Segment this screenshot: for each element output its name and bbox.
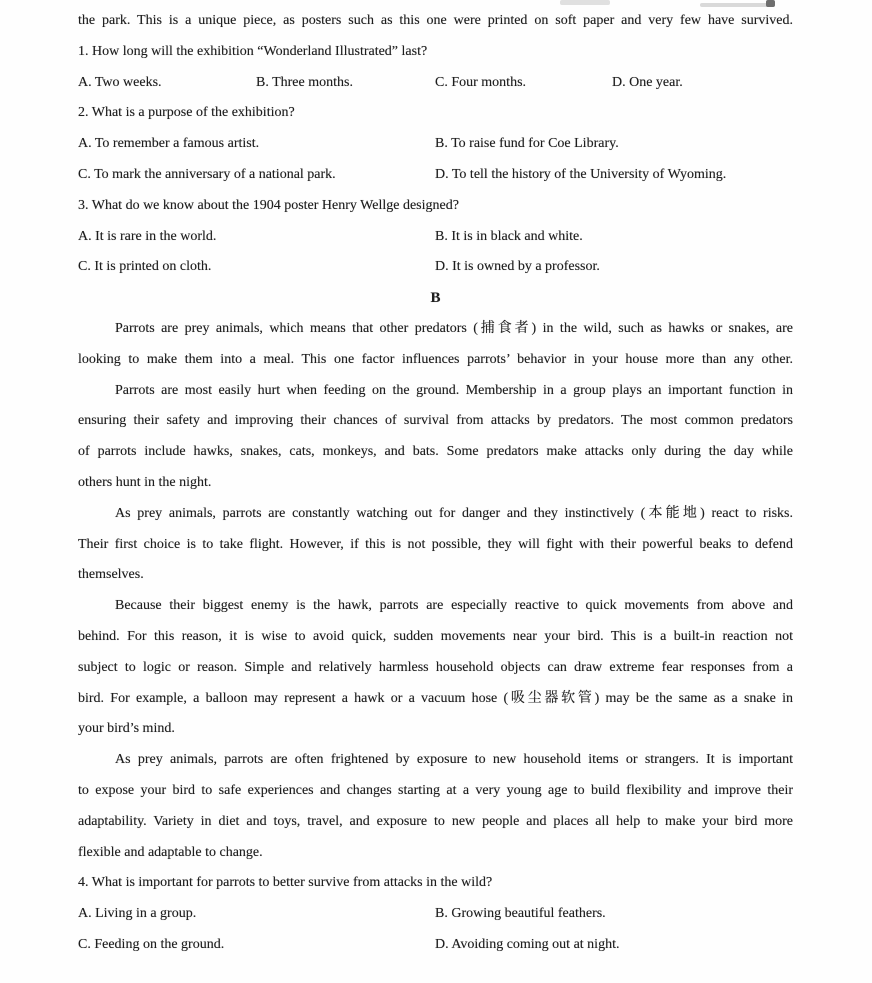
passage-line: Because their biggest enemy is the hawk, parrots are especially reactive to quick movements from above and xyxy=(115,598,793,614)
passage-line: looking to make them into a meal. This one factor influences parrots’ behavior in your house more than any other. xyxy=(78,351,793,367)
page-content xyxy=(78,6,793,961)
question-3-prompt: 3. What do we know about the 1904 poster Henry Wellge designed? xyxy=(78,197,459,213)
question-1-options xyxy=(78,68,793,99)
question-4-options-row2 xyxy=(78,930,793,961)
passage-line: of parrots include hawks, snakes, cats, monkeys, and bats. Some predators make attacks only during the day while xyxy=(78,444,793,460)
question-2-options-row1 xyxy=(78,129,793,160)
q1-option-b: B. Three months. xyxy=(256,74,353,90)
passage-line: Parrots are most easily hurt when feeding on the ground. Membership in a group plays an important function in xyxy=(115,382,793,398)
q4-option-a: A. Living in a group. xyxy=(78,906,197,922)
q1-option-a: A. Two weeks. xyxy=(78,74,162,90)
q1-option-d: D. One year. xyxy=(612,74,683,90)
q3-option-a: A. It is rare in the world. xyxy=(78,228,217,244)
question-4-prompt: 4. What is important for parrots to better survive from attacks in the wild? xyxy=(78,875,493,891)
q2-option-b: B. To raise fund for Coe Library. xyxy=(435,136,619,152)
passage-line: others hunt in the night. xyxy=(78,474,212,490)
q4-option-d: D. Avoiding coming out at night. xyxy=(435,936,620,952)
scan-artifact xyxy=(560,0,610,5)
q4-option-c: C. Feeding on the ground. xyxy=(78,936,225,952)
question-3-options-row1 xyxy=(78,222,793,253)
passage-line: your bird’s mind. xyxy=(78,721,175,737)
question-4-options-row1 xyxy=(78,899,793,930)
passage-line: themselves. xyxy=(78,567,144,583)
q4-option-b: B. Growing beautiful feathers. xyxy=(435,906,606,922)
q3-option-c: C. It is printed on cloth. xyxy=(78,259,212,275)
q2-option-a: A. To remember a famous artist. xyxy=(78,136,260,152)
q3-option-b: B. It is in black and white. xyxy=(435,228,583,244)
question-2-prompt: 2. What is a purpose of the exhibition? xyxy=(78,105,295,121)
passage-line: As prey animals, parrots are often frightened by exposure to new household items or strangers. It is important xyxy=(115,752,793,768)
section-b-header: B xyxy=(430,290,441,307)
q2-option-d: D. To tell the history of the University of Wyoming. xyxy=(435,166,727,182)
q1-option-c: C. Four months. xyxy=(435,74,527,90)
q3-option-d: D. It is owned by a professor. xyxy=(435,259,600,275)
passage-line: Parrots are prey animals, which means that other predators (捕食者) in the wild, such as hawks or snakes, are xyxy=(115,320,793,336)
passage-line: flexible and adaptable to change. xyxy=(78,844,263,860)
passage-line: bird. For example, a balloon may represent a hawk or a vacuum hose (吸尘器软管) may be the same as a snake in xyxy=(78,690,793,706)
passage-line: Their first choice is to take flight. However, if this is not possible, they will fight with their powerful beaks to defend xyxy=(78,536,793,552)
passage-line: behind. For this reason, it is wise to avoid quick, sudden movements near your bird. This is a built-in reaction not xyxy=(78,628,793,644)
passage-line: subject to logic or reason. Simple and relatively harmless household objects can draw extreme fear responses from a xyxy=(78,659,793,675)
passage-line: to expose your bird to safe experiences and changes starting at a very young age to build flexibility and improve their xyxy=(78,782,793,798)
intro-line: the park. This is a unique piece, as posters such as this one were printed on soft paper and very few have survived. xyxy=(78,13,793,28)
question-2-options-row2 xyxy=(78,160,793,191)
q2-option-c: C. To mark the anniversary of a national park. xyxy=(78,166,336,182)
question-1-prompt: 1. How long will the exhibition “Wonderland Illustrated” last? xyxy=(78,43,428,59)
passage-line: As prey animals, parrots are constantly watching out for danger and they instinctively (本能地) react to risks. xyxy=(115,505,793,521)
passage-line: adaptability. Variety in diet and toys, travel, and exposure to new people and places all help to make your bird more xyxy=(78,813,793,829)
passage-line: ensuring their safety and improving their chances of survival from attacks by predators. The most common predators xyxy=(78,413,793,429)
question-3-options-row2 xyxy=(78,252,793,283)
